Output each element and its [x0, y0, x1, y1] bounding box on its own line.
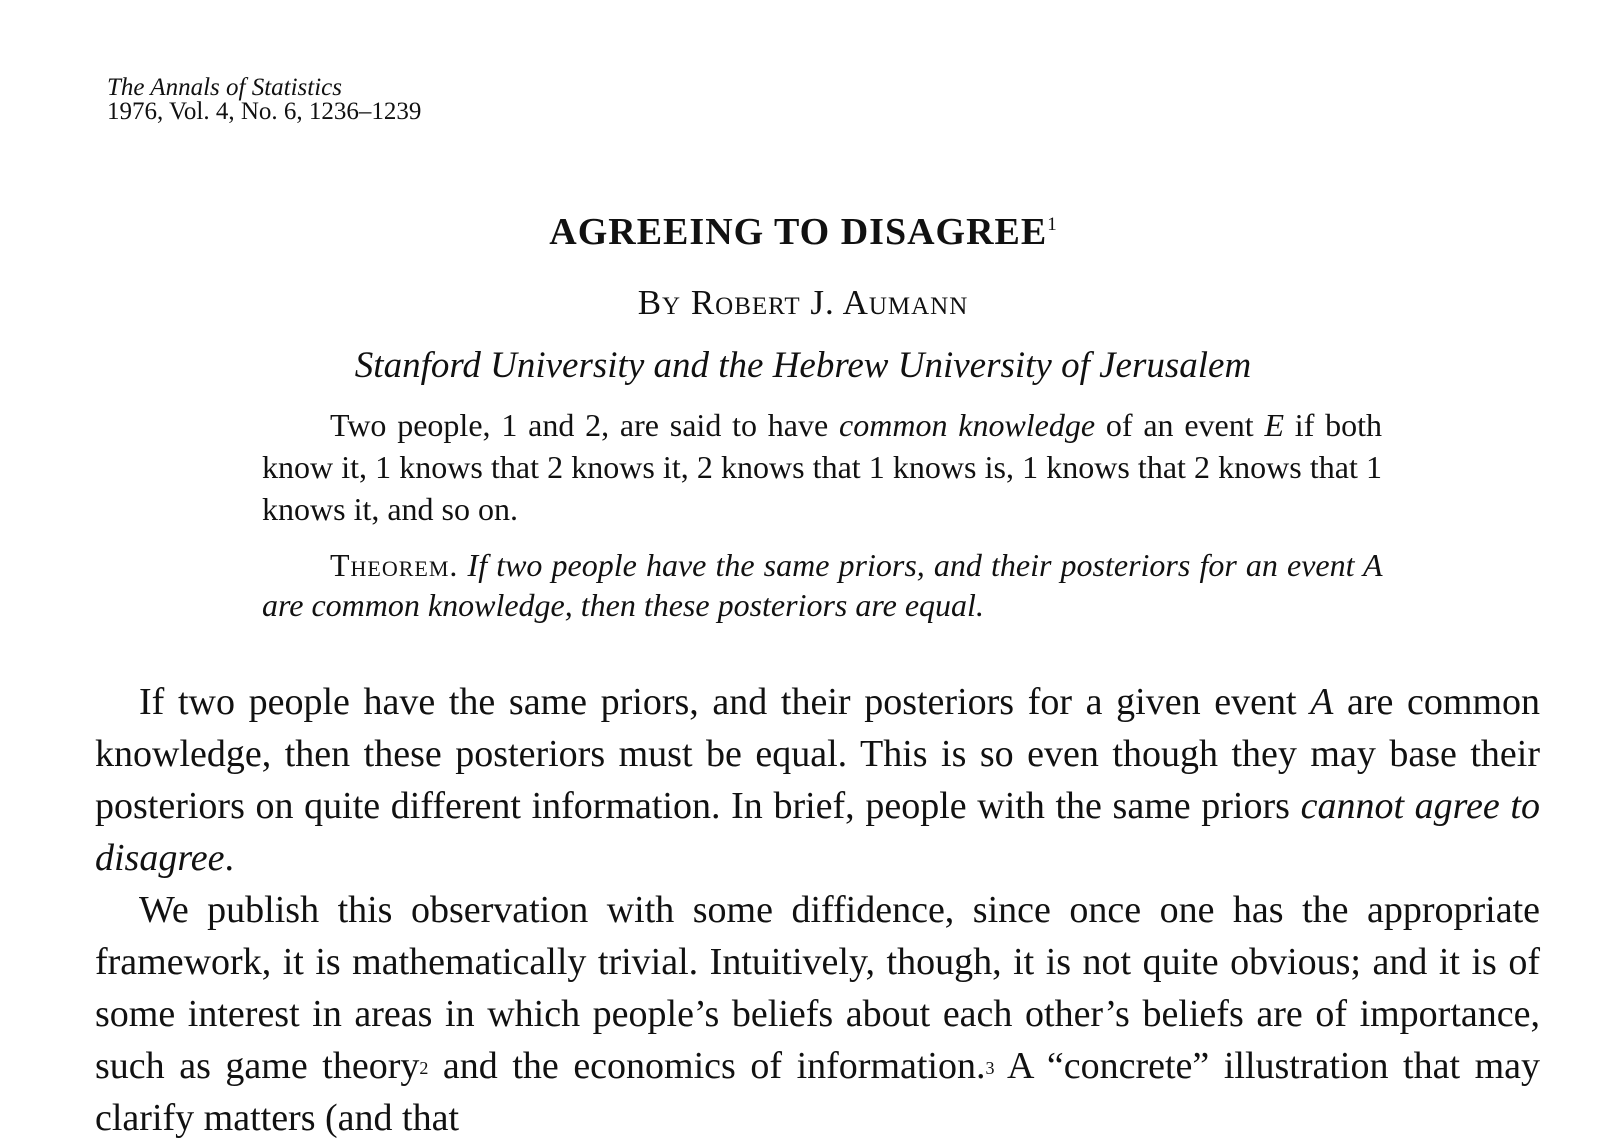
paper-title	[0, 210, 1606, 254]
abstract-text: if both know it, 1 knows that 2 knows it, 2 knows that 1 knows is, 1 knows that 2 knows that 1 knows it, and so on.	[262, 407, 1383, 527]
abstract-text: Two people, 1 and 2, are said to have	[330, 407, 840, 443]
body-text-span: We publish this observation with some diffidence, since once one has the appropriate framework, it is mathematically trivial. Intuitively, though, it is not quite obvious; and it is of some interest in areas in which people’s beliefs about each other’s beliefs are of importance, such as game theory	[95, 889, 1540, 1087]
journal-name: The Annals of Statistics	[107, 74, 342, 101]
theorem-label: Theorem.	[330, 547, 459, 583]
body-event-symbol: A	[1310, 681, 1334, 723]
abstract-text: of an event	[1095, 407, 1265, 443]
title-footnote-mark: 1	[1047, 214, 1057, 235]
footnote-mark-3: 3	[985, 1058, 995, 1078]
body-emphasis: cannot agree to disagree	[95, 785, 1540, 879]
author-line: By Robert J. Aumann	[637, 283, 969, 322]
body-text-span: A “concrete” illustration that may clarify matters (and that	[95, 1045, 1541, 1139]
theorem-event-symbol: A	[1363, 547, 1382, 583]
abstract-event-symbol: E	[1264, 407, 1284, 443]
theorem-text: If two people have the same priors, and their posteriors for an event	[458, 547, 1364, 583]
body-text-span: are common knowledge, then these posteriors must be equal. This is so even though they may base their posteriors on quite different information. In brief, people with the same priors	[95, 681, 1540, 827]
theorem-statement	[262, 545, 1382, 625]
theorem-text: are common knowledge, then these posteriors are equal.	[262, 587, 984, 623]
body-paragraph-2	[95, 884, 1540, 1144]
journal-header	[107, 76, 421, 124]
body-text-span: and the economics of information.	[428, 1045, 986, 1087]
abstract	[262, 404, 1382, 625]
body-text-span: .	[224, 837, 234, 879]
title-text: AGREEING TO DISAGREE	[549, 211, 1048, 253]
journal-citation: 1976, Vol. 4, No. 6, 1236–1239	[107, 98, 422, 125]
body-paragraph-1	[95, 676, 1540, 884]
affiliation: Stanford University and the Hebrew University of Jerusalem	[354, 345, 1252, 386]
body-text	[95, 676, 1540, 1144]
footnote-mark-2: 2	[419, 1058, 429, 1078]
abstract-definition	[262, 404, 1382, 530]
abstract-emphasis: common knowledge	[839, 407, 1096, 443]
body-text-span: If two people have the same priors, and their posteriors for a given event	[139, 681, 1311, 723]
